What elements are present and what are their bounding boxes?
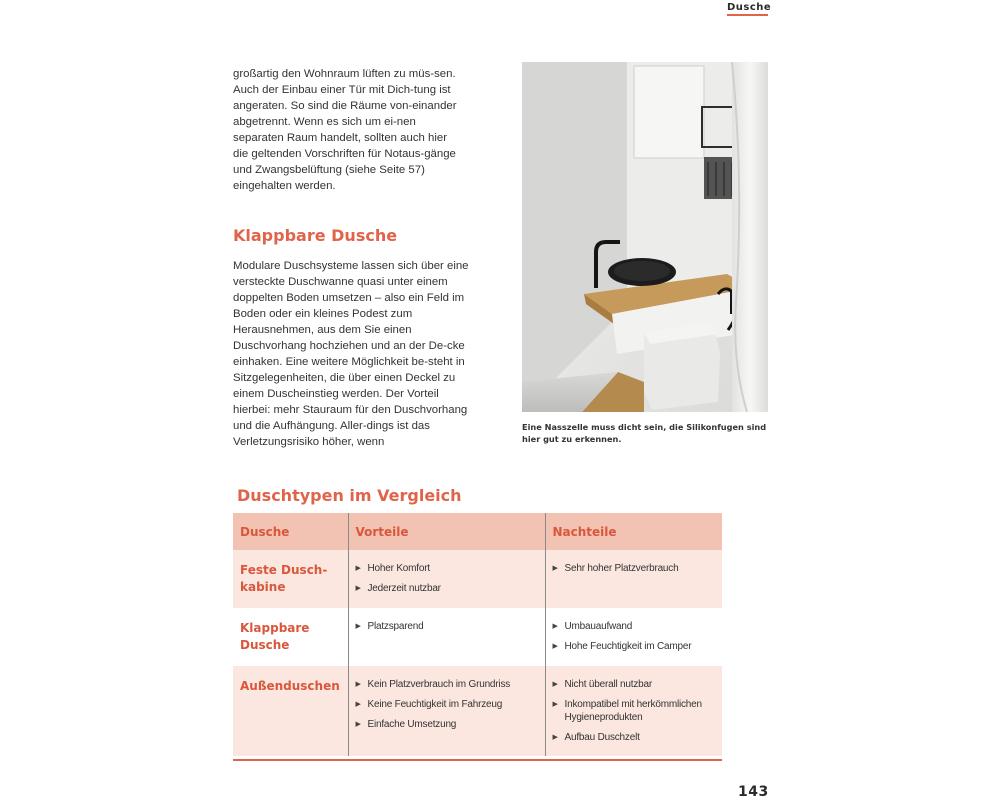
page-number: 143 xyxy=(738,784,769,800)
pro-item: ▶ Platzsparend xyxy=(356,620,538,633)
con-item: ▶ Sehr hoher Platzverbrauch xyxy=(553,562,716,575)
running-head: Dusche xyxy=(727,2,772,13)
con-item: ▶ Umbauaufwand xyxy=(553,620,716,633)
photo-caption: Eine Nasszelle muss dicht sein, die Silikonfugen sind hier gut zu erkennen. xyxy=(522,422,767,444)
body-paragraph-2: Modulare Duschsysteme lassen sich über eine versteckte Duschwanne quasi unter einem doppelten Boden umsetzen – also ein Feld im Boden oder ein kleines Podest zum Herausnehmen, aus dem Sie einen Duschvorhang hochziehen und an der De-cke einhaken. Eine weitere Möglichkeit be-steht in Sitzgelegenheiten, die über einen Deckel zu einem Duscheinstieg werden. Der Vorteil hierbei: mehr Stauraum für den Duschvorhang und die Aufhängung. Aller-dings ist das Verletzungsrisiko höher, wenn xyxy=(233,260,469,448)
running-head-rule xyxy=(727,14,768,16)
header-dusche: Dusche xyxy=(233,513,348,550)
cons-cell xyxy=(545,666,722,756)
pros-cell xyxy=(348,550,545,608)
row-name: Feste Dusch-kabine xyxy=(240,563,328,594)
cons-cell xyxy=(545,550,722,608)
pro-item: ▶ Hoher Komfort xyxy=(356,562,538,575)
body-text-column-top xyxy=(233,66,473,194)
table-title: Duschtypen im Vergleich xyxy=(237,486,462,505)
header-nachteile: Nachteile xyxy=(545,513,722,550)
table-row xyxy=(233,666,722,756)
pro-item: ▶ Kein Platzverbrauch im Grundriss xyxy=(356,678,538,691)
con-item: ▶ Hohe Feuchtigkeit im Camper xyxy=(553,640,716,653)
con-item: ▶ Nicht überall nutzbar xyxy=(553,678,716,691)
pros-cell xyxy=(348,608,545,666)
section-heading: Klappbare Dusche xyxy=(233,226,398,245)
row-name-cell xyxy=(233,608,348,666)
header-vorteile: Vorteile xyxy=(348,513,545,550)
table-row xyxy=(233,608,722,666)
comparison-table xyxy=(233,513,722,756)
table-bottom-rule xyxy=(233,759,722,761)
row-name: Klappbare Dusche xyxy=(240,621,310,652)
table-row xyxy=(233,550,722,608)
table-header-row xyxy=(233,513,722,550)
bathroom-photo xyxy=(522,62,768,412)
row-name: Außenduschen xyxy=(240,679,340,693)
row-name-cell xyxy=(233,550,348,608)
pro-item: ▶ Jederzeit nutzbar xyxy=(356,582,538,595)
con-item: ▶ Inkompatibel mit herkömmlichen Hygieneprodukten xyxy=(553,698,716,724)
pro-item: ▶ Einfache Umsetzung xyxy=(356,718,538,731)
body-text-column-bottom xyxy=(233,258,473,450)
con-item: ▶ Aufbau Duschzelt xyxy=(553,731,716,744)
row-name-cell xyxy=(233,666,348,756)
body-paragraph-1: großartig den Wohnraum lüften zu müs-sen. Auch der Einbau einer Tür mit Dich-tung ist angeraten. So sind die Räume von-einander abgetrennt. Wenn es sich um ei-nen separaten Raum handelt, sollten auch hier die geltenden Vorschriften für Notaus-gänge und Zwangsbelüftung (siehe Seite 57) eingehalten werden. xyxy=(233,68,457,192)
cons-cell xyxy=(545,608,722,666)
pro-item: ▶ Keine Feuchtigkeit im Fahrzeug xyxy=(356,698,538,711)
pros-cell xyxy=(348,666,545,756)
